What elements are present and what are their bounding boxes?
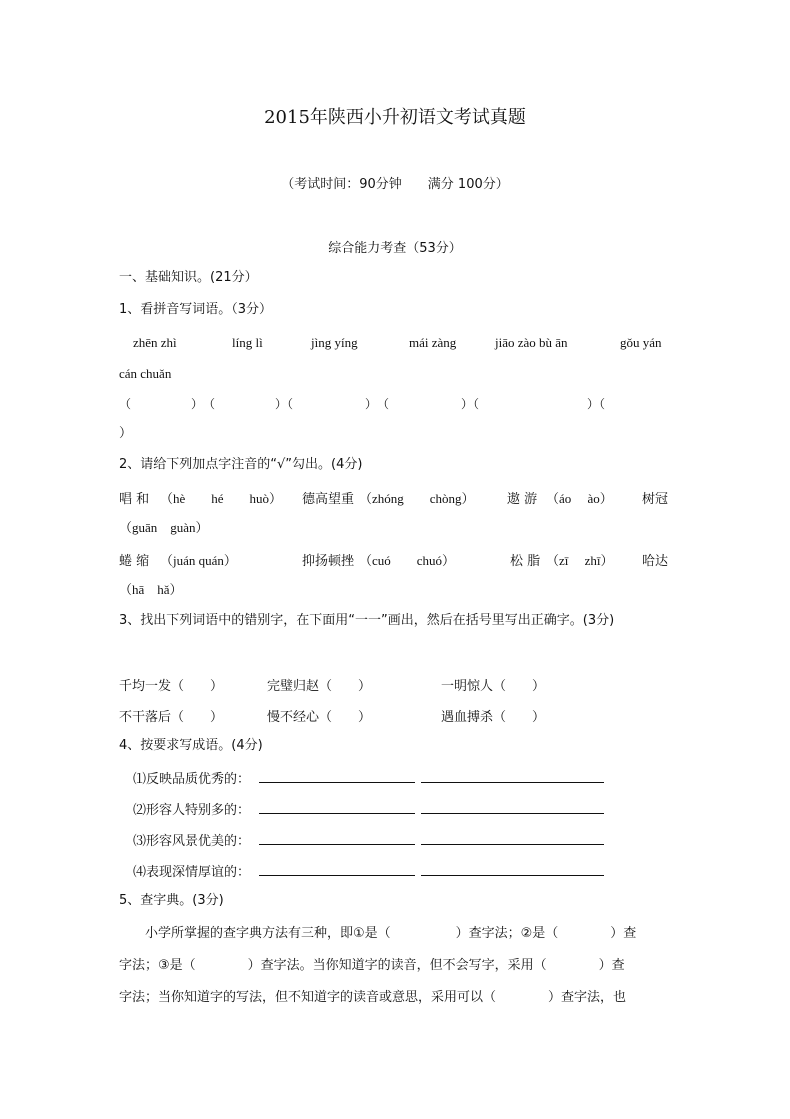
q2-word: 哈达 <box>642 554 669 569</box>
part1-heading: 一、基础知识。(21分） <box>119 270 258 285</box>
q5-paragraph-line: 小学所掌握的查字典方法有三种，即①是（ ）查字法；②是（ ）查 <box>119 926 637 941</box>
q3-heading: 3、找出下列词语中的错别字，在下面用“一一”画出，然后在括号里写出正确字。(3分) <box>119 613 615 628</box>
q3-word-item: 不干落后（ ） <box>119 710 224 725</box>
q4-item-label: ⑶形容风景优美的： <box>133 834 251 849</box>
q3-word-item: 遇血搏杀（ ） <box>441 710 546 725</box>
q2-pinyin-options: （zhóng chòng） <box>359 491 475 506</box>
q2-row-2-wrap: （hā hǎ） <box>119 582 183 597</box>
q2-word: 树冠 <box>642 492 669 507</box>
answer-line[interactable] <box>421 861 604 876</box>
answer-line[interactable] <box>259 861 415 876</box>
pinyin-item: líng lì <box>232 335 263 350</box>
section-heading: 综合能力考查（53分） <box>328 241 462 256</box>
answer-line[interactable] <box>259 799 415 814</box>
q2-pinyin-options: （cuó chuó） <box>359 553 456 568</box>
q2-heading: 2、请给下列加点字注音的“√”勾出。(4分) <box>119 457 363 472</box>
q2-pinyin-options: （hè hé huò） <box>160 491 283 506</box>
q1-heading: 1、看拼音写词语。（3分） <box>119 302 273 317</box>
q2-word: 抑扬顿挫 <box>302 554 355 569</box>
q2-row-1-wrap: （guān guàn） <box>119 520 209 535</box>
page-title: 2015年陕西小升初语文考试真题 <box>264 107 526 128</box>
q2-word: 蜷 缩 <box>119 554 150 569</box>
pinyin-item: jìng yíng <box>311 335 358 350</box>
q3-word-item: 完璧归赵（ ） <box>267 679 372 694</box>
q4-item-label: ⑵形容人特别多的： <box>133 803 251 818</box>
answer-line[interactable] <box>259 830 415 845</box>
q5-heading: 5、查字典。(3分) <box>119 893 224 908</box>
pinyin-item: cán chuǎn <box>119 366 172 381</box>
q5-paragraph-line: 字法；当你知道字的写法，但不知道字的读音或意思，采用可以（ ）查字法，也 <box>119 990 627 1005</box>
pinyin-item: gǒu yán <box>620 335 662 350</box>
pinyin-item: mái zàng <box>409 335 457 350</box>
q3-word-item: 千均一发（ ） <box>119 679 224 694</box>
q1-answer-bracket-close: ） <box>119 426 133 441</box>
q4-heading: 4、按要求写成语。(4分) <box>119 738 263 753</box>
answer-line[interactable] <box>421 799 604 814</box>
pinyin-item: zhēn zhì <box>133 335 177 350</box>
answer-line[interactable] <box>259 768 415 783</box>
q2-pinyin-options: （zī zhī） <box>546 553 614 568</box>
q3-word-item: 一明惊人（ ） <box>441 679 546 694</box>
q2-pinyin-options: （áo ào） <box>546 491 613 506</box>
q2-word: 松 脂 <box>510 554 541 569</box>
q4-item-label: ⑷表现深情厚谊的： <box>133 865 251 880</box>
q5-paragraph-line: 字法；③是（ ）查字法。当你知道字的读音，但不会写字，采用（ ）查 <box>119 958 625 973</box>
q2-word: 德高望重 <box>302 492 355 507</box>
q1-answer-brackets: （ ） （ ）（ ） （ ）（ ）（ <box>119 397 606 411</box>
q4-item-label: ⑴反映品质优秀的： <box>133 772 251 787</box>
exam-info: （考试时间：90分钟 满分 100分） <box>281 177 509 192</box>
q2-word: 唱 和 <box>119 492 150 507</box>
q3-word-item: 慢不经心（ ） <box>267 710 372 725</box>
q2-pinyin-options: （juán quán） <box>160 553 237 568</box>
answer-line[interactable] <box>421 768 604 783</box>
answer-line[interactable] <box>421 830 604 845</box>
pinyin-item: jiāo zào bù ān <box>495 335 568 350</box>
q2-word: 遨 游 <box>507 492 538 507</box>
